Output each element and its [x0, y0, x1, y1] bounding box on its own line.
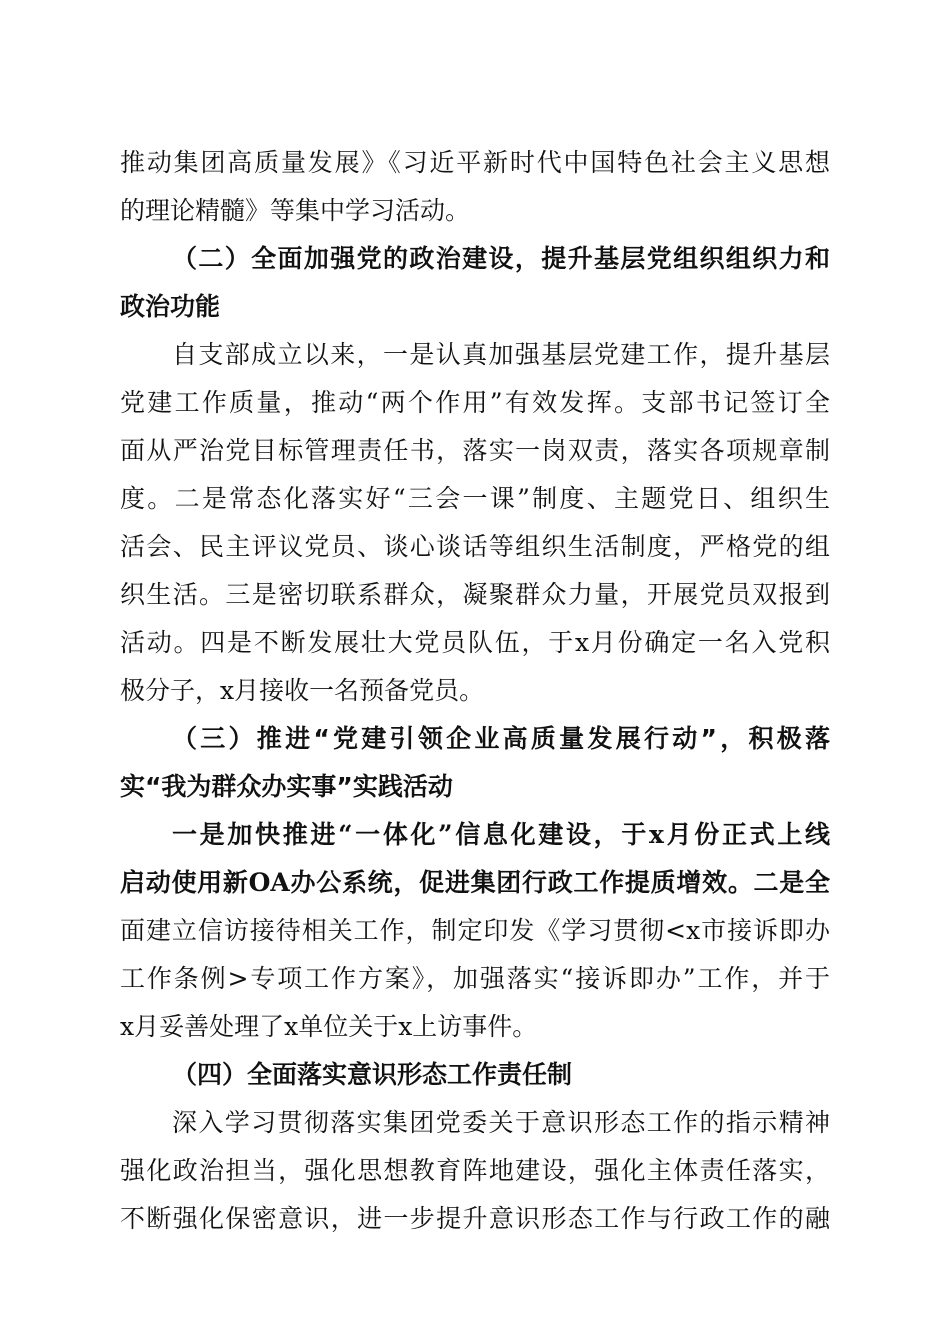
paragraph-line: 面从严治党目标管理责任书，落实一岗双责，落实各项规章制 — [120, 436, 830, 465]
paragraph-line: 的理论精髓》等集中学习活动。 — [120, 196, 471, 225]
document-body — [120, 144, 830, 1248]
paragraph-line: 一是加快推进“一体化”信息化建设，于x月份正式上线 — [172, 820, 830, 849]
section-heading-2: （二）全面加强党的政治建设，提升基层党组织组织力和 — [172, 244, 830, 273]
paragraph-line: 深入学习贯彻落实集团党委关于意识形态工作的指示精神 — [172, 1108, 830, 1137]
section-heading-3-cont: 实“我为群众办实事”实践活动 — [120, 772, 453, 801]
paragraph-line: 启动使用新OA办公系统，促进集团行政工作提质增效。二是全 — [120, 868, 830, 897]
paragraph-line: 活会、民主评议党员、谈心谈话等组织生活制度，严格党的组 — [120, 532, 830, 561]
paragraph-line: 不断强化保密意识，进一步提升意识形态工作与行政工作的融 — [120, 1204, 830, 1233]
paragraph-line: 度。二是常态化落实好“三会一课”制度、主题党日、组织生 — [120, 484, 830, 513]
paragraph-line: 推动集团高质量发展》《习近平新时代中国特色社会主义思想 — [120, 148, 830, 177]
paragraph-line: 面建立信访接待相关工作，制定印发《学习贯彻<x市接诉即办 — [120, 916, 830, 945]
section-heading-2-cont: 政治功能 — [120, 292, 221, 321]
paragraph-line: 织生活。三是密切联系群众，凝聚群众力量，开展党员双报到 — [120, 580, 830, 609]
paragraph-line: 极分子，x月接收一名预备党员。 — [120, 676, 485, 705]
paragraph-line: 工作条例>专项工作方案》，加强落实“接诉即办”工作，并于 — [120, 964, 830, 993]
paragraph-line: x月妥善处理了x单位关于x上访事件。 — [120, 1012, 538, 1041]
paragraph-line: 活动。四是不断发展壮大党员队伍，于x月份确定一名入党积 — [120, 628, 830, 657]
section-heading-4: （四）全面落实意识形态工作责任制 — [172, 1060, 573, 1089]
paragraph-line: 党建工作质量，推动“两个作用”有效发挥。支部书记签订全 — [120, 388, 830, 417]
paragraph-line: 自支部成立以来，一是认真加强基层党建工作，提升基层 — [172, 340, 830, 369]
paragraph-line: 强化政治担当，强化思想教育阵地建设，强化主体责任落实， — [120, 1156, 830, 1185]
section-heading-3: （三）推进“党建引领企业高质量发展行动”，积极落 — [172, 724, 830, 753]
